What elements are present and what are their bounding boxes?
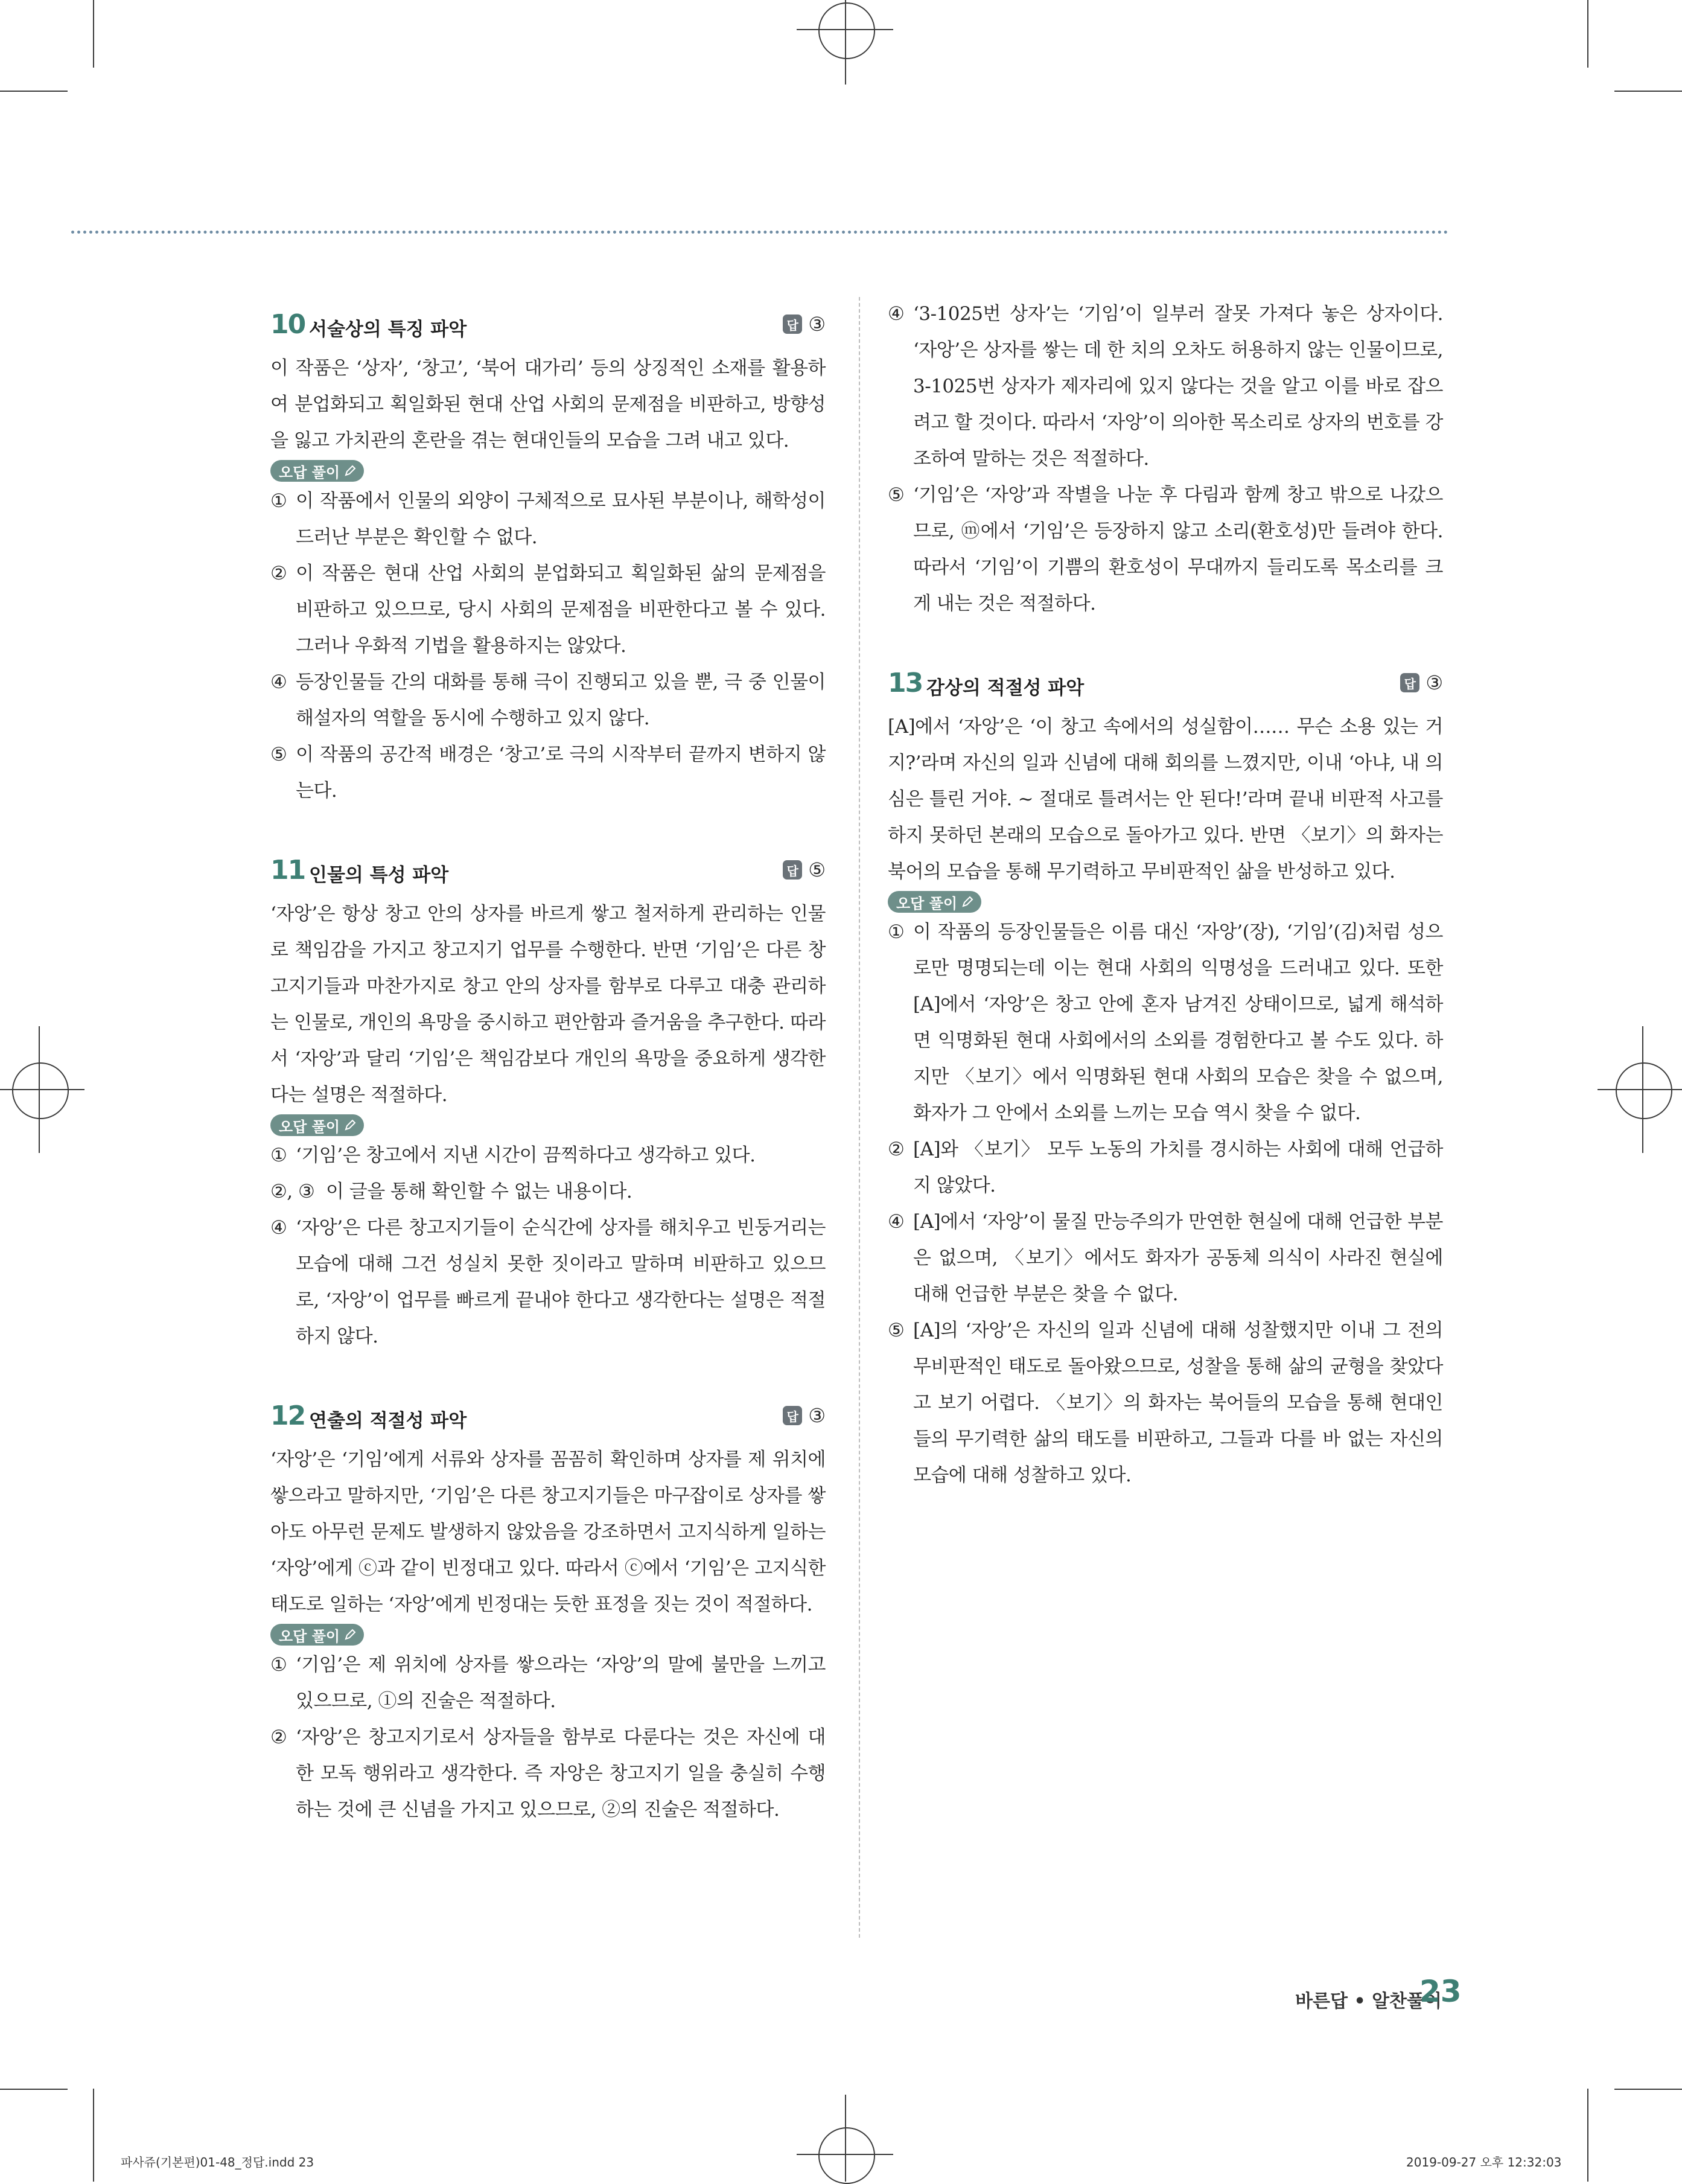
answer-icon: 답 (783, 860, 802, 880)
list-item: ⑤ 이 작품의 공간적 배경은 ‘창고’로 극의 시작부터 끝까지 변하지 않는다. (270, 744, 826, 802)
crop-mark (0, 91, 68, 92)
answer-icon: 답 (783, 1406, 802, 1425)
registration-crosshair (845, 0, 846, 85)
list-item: ② 이 작품은 현대 산업 사회의 분업화되고 획일화된 삶의 문제점을 비판하고 있으므로, 당시 사회의 문제점을 비판한다고 볼 수 있다. 그러나 우화적 기법을 활용하지는 않았다. (270, 563, 826, 657)
list-item: ④ [A]에서 ‘자앙’이 물질 만능주의가 만연한 현실에 대해 언급한 부분은 없으며, 〈보기〉에서도 화자가 공동체 의식이 사라진 현실에 대해 언급한 부분은 찾을 수 없다. (888, 1211, 1443, 1305)
list-item: ① 이 작품의 등장인물들은 이름 대신 ‘자앙’(장), ‘기임’(김)처럼 성으로만 명명되는데 이는 현대 사회의 익명성을 드러내고 있다. 또한 [A]에서 ‘자앙’은 창고 안에 혼자 남겨진 상태이므로, 넓게 해석하면 익명화된 현대 사회에서의 소외를 경험한다고 볼 수도 있다. 하지만 〈보기〉에서 익명화된 현대 사회의 모습은 찾을 수 없으며, 화자가 그 안에서 소외를 느끼는 모습 역시 찾을 수 없다. (888, 921, 1443, 1124)
answer-indicator (783, 858, 826, 881)
wrong-answer-section (270, 1113, 826, 1137)
crop-mark (1587, 2089, 1588, 2182)
crop-mark (93, 2089, 94, 2182)
question-header-12 (270, 1397, 826, 1442)
wrong-answer-section (270, 1623, 826, 1647)
registration-crosshair (845, 2095, 846, 2182)
answer-indicator (783, 313, 826, 336)
wrong-answer-label: 오답 풀이 (279, 1118, 340, 1135)
registration-crosshair (39, 1026, 40, 1153)
crop-mark (1614, 91, 1682, 92)
wrong-answer-label: 오답 풀이 (279, 1627, 340, 1645)
answer-icon: 답 (783, 315, 802, 334)
wrong-answer-section (270, 459, 826, 483)
left-column (270, 299, 826, 1828)
list-item: ④ 등장인물들 간의 대화를 통해 극이 진행되고 있을 뿐, 극 중 인물이 해설자의 역할을 동시에 수행하고 있지 않다. (270, 671, 826, 729)
answer-indicator (1400, 671, 1443, 694)
registration-crosshair (797, 2154, 893, 2155)
crop-mark (0, 2089, 68, 2090)
question-header-11 (270, 851, 826, 896)
footer-label: 바른답 • 알찬풀이 (1295, 1991, 1442, 2012)
question-title: 인물의 특성 파악 (309, 864, 449, 886)
list-item: ④ ‘자앙’은 다른 창고지기들이 순식간에 상자를 해치우고 빈둥거리는 모습에 대해 그건 성실치 못한 짓이라고 말하며 비판하고 있으므로, ‘자앙’이 업무를 빠르게 끝내야 한다고 생각한다는 설명은 적절하지 않다. (270, 1217, 826, 1347)
list-item: ②, ③ 이 글을 통해 확인할 수 없는 내용이다. (270, 1181, 632, 1202)
wrong-answer-badge (888, 891, 981, 913)
answer-value: ⑤ (808, 858, 826, 881)
explanation-text: 이 작품은 ‘상자’, ‘창고’, ‘북어 대가리’ 등의 상징적인 소재를 활용하여 분업화되고 획일화된 현대 산업 사회의 문제점을 비판하고, 방향성을 잃고 가치관의 혼란을 겪는 현대인들의 모습을 그려 내고 있다. (270, 357, 826, 452)
question-header-10 (270, 305, 826, 350)
wrong-answer-label: 오답 풀이 (279, 464, 340, 481)
registration-crosshair (0, 1089, 84, 1090)
print-slug-file: 파사쥬(기본편)01-48_정답.indd 23 (121, 2155, 314, 2170)
registration-crosshair (797, 29, 893, 30)
wrong-answer-badge (270, 460, 364, 482)
registration-circle (1616, 1062, 1672, 1119)
list-item: ④ ‘3-1025번 상자’는 ‘기임’이 일부러 잘못 가져다 놓은 상자이다. ‘자앙’은 상자를 쌓는 데 한 치의 오차도 허용하지 않는 인물이므로, 3-1025번 상자가 제자리에 있지 않다는 것을 알고 이를 바로 잡으려고 할 것이다. 따라서 ‘자앙’이 의아한 목소리로 상자의 번호를 강조하여 말하는 것은 적절하다. (888, 303, 1443, 470)
registration-circle (12, 1062, 69, 1119)
question-title: 연출의 적절성 파악 (309, 1410, 467, 1432)
question-number: 12 (270, 1400, 305, 1431)
wrong-answer-badge (270, 1624, 364, 1646)
list-item: ① ‘기임’은 제 위치에 상자를 쌓으라는 ‘자앙’의 말에 불만을 느끼고 있으므로, ①의 진술은 적절하다. (270, 1654, 826, 1712)
explanation-text: [A]에서 ‘자앙’은 ‘이 창고 속에서의 성실함이…… 무슨 소용 있는 거지?’라며 자신의 일과 신념에 대해 회의를 느꼈지만, 이내 ‘아냐, 내 의심은 틀린 거야. ~ 절대로 틀려서는 안 된다!’라며 끝내 비판적 사고를 하지 못하던 본래의 모습으로 돌아가고 있다. 반면 〈보기〉의 화자는 북어의 모습을 통해 무기력하고 무비판적인 삶을 반성하고 있다. (888, 716, 1443, 883)
question-title: 서술상의 특징 파악 (309, 319, 467, 340)
registration-crosshair (1598, 1089, 1682, 1090)
wrong-answer-section (888, 890, 1443, 914)
page-number: 23 (1419, 1974, 1462, 2009)
question-number: 11 (270, 855, 305, 886)
wrong-answer-label: 오답 풀이 (896, 895, 958, 912)
pencil-icon (343, 464, 357, 477)
crop-mark (1614, 2089, 1682, 2090)
crop-mark (1587, 0, 1588, 68)
list-item: ① 이 작품에서 인물의 외양이 구체적으로 묘사된 부분이나, 해학성이 드러난 부분은 확인할 수 없다. (270, 490, 826, 548)
crop-mark (93, 0, 94, 68)
registration-crosshair (1642, 1026, 1643, 1153)
list-item: ⑤ [A]의 ‘자앙’은 자신의 일과 신념에 대해 성찰했지만 이내 그 전의 무비판적인 태도로 돌아왔으므로, 성찰을 통해 삶의 균형을 찾았다고 보기 어렵다. 〈보기〉의 화자는 북어들의 모습을 통해 현대인들의 무기력한 삶의 태도를 비판하고, 그들과 다를 바 없는 자신의 모습에 대해 성찰하고 있다. (888, 1320, 1443, 1486)
pencil-icon (343, 1119, 357, 1132)
answer-value: ③ (808, 313, 826, 336)
list-item: ⑤ ‘기임’은 ‘자앙’과 작별을 나눈 후 다림과 함께 창고 밖으로 나갔으므로, ⓜ에서 ‘기임’은 등장하지 않고 소리(환호성)만 들려야 한다. 따라서 ‘기임’이 기쁨의 환호성이 무대까지 들리도록 목소리를 크게 내는 것은 적절하다. (888, 484, 1443, 615)
wrong-answer-badge (270, 1114, 364, 1136)
question-header-13 (888, 664, 1443, 709)
question-title: 감상의 적절성 파악 (926, 677, 1085, 699)
pencil-icon (961, 895, 974, 908)
right-column (888, 296, 1443, 1493)
registration-circle (818, 2, 875, 59)
question-number: 10 (270, 309, 305, 340)
explanation-text: ‘자앙’은 ‘기임’에게 서류와 상자를 꼼꼼히 확인하며 상자를 제 위치에 쌓으라고 말하지만, ‘기임’은 다른 창고지기들은 마구잡이로 상자를 쌓아도 아무런 문제도 발생하지 않았음을 강조하면서 고지식하게 일하는 ‘자앙’에게 ⓒ과 같이 빈정대고 있다. 따라서 ⓒ에서 ‘기임’은 고지식한 태도로 일하는 ‘자앙’에게 빈정대는 듯한 표정을 짓는 것이 적절하다. (270, 1449, 826, 1615)
pencil-icon (343, 1628, 357, 1641)
list-item: ① ‘기임’은 창고에서 지낸 시간이 끔찍하다고 생각하고 있다. (270, 1145, 756, 1166)
list-item: ② ‘자앙’은 창고지기로서 상자들을 함부로 다룬다는 것은 자신에 대한 모독 행위라고 생각한다. 즉 자앙은 창고지기 일을 충실히 수행하는 것에 큰 신념을 가지고 있으므로, ②의 진술은 적절하다. (270, 1726, 826, 1821)
answer-value: ③ (808, 1404, 826, 1427)
print-slug-timestamp: 2019-09-27 오후 12:32:03 (1406, 2155, 1562, 2170)
question-number: 13 (888, 668, 923, 698)
list-item: ② [A]와 〈보기〉 모두 노동의 가치를 경시하는 사회에 대해 언급하지 않았다. (888, 1138, 1443, 1196)
explanation-text: ‘자앙’은 항상 창고 안의 상자를 바르게 쌓고 철저하게 관리하는 인물로 책임감을 가지고 창고지기 업무를 수행한다. 반면 ‘기임’은 다른 창고지기들과 마찬가지로 창고 안의 상자를 함부로 다루고 대충 관리하는 인물로, 개인의 욕망을 중시하고 편안함과 즐거움을 추구한다. 따라서 ‘자앙’과 달리 ‘기임’은 책임감보다 개인의 욕망을 중요하게 생각한다는 설명은 적절하다. (270, 903, 826, 1106)
column-divider (859, 297, 860, 1938)
answer-value: ③ (1426, 671, 1443, 694)
header-dotted-rule (71, 231, 1448, 234)
answer-icon: 답 (1400, 673, 1419, 692)
registration-circle (818, 2127, 875, 2184)
answer-indicator (783, 1404, 826, 1427)
